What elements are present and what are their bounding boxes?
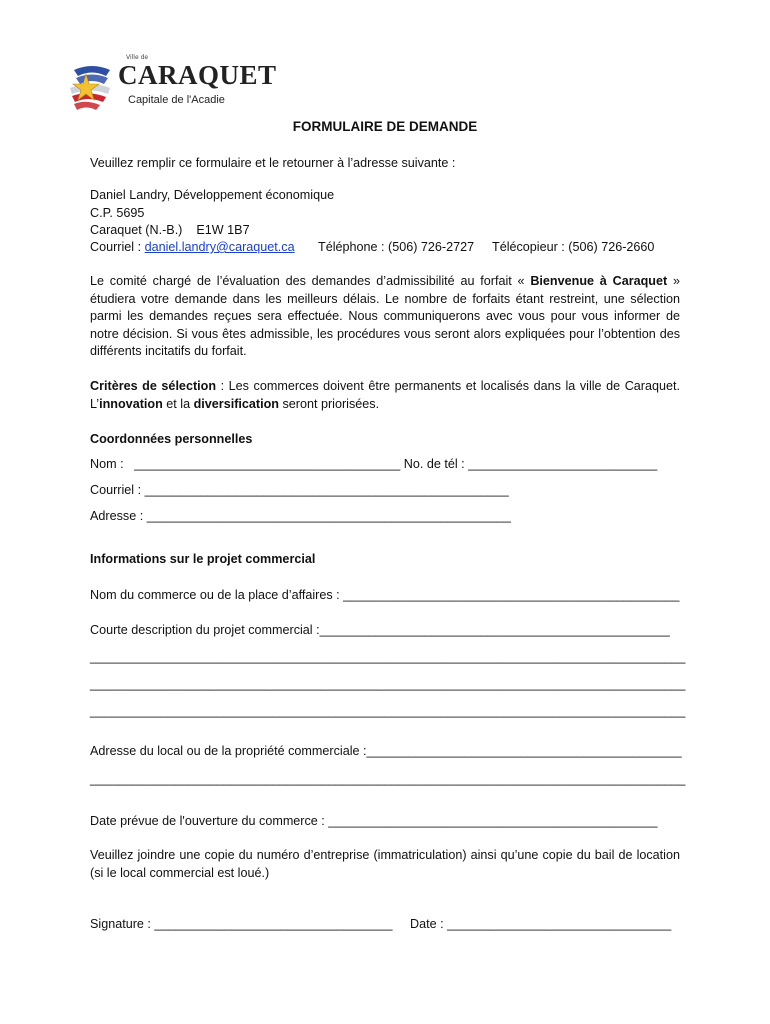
project-heading: Informations sur le projet commercial: [90, 552, 316, 566]
business-name-field[interactable]: Nom du commerce ou de la place d’affaires : ________________________________________________: [90, 588, 680, 602]
description-line-4[interactable]: _____________________________________________________________________________________: [90, 704, 686, 718]
opening-date-field[interactable]: Date prévue de l'ouverture du commerce : _______________________________________________: [90, 814, 658, 828]
signature-field[interactable]: Signature : __________________________________: [90, 917, 393, 931]
location-field[interactable]: Adresse du local ou de la propriété commerciale :_____________________________________________: [90, 744, 682, 758]
address-line-2: C.P. 5695: [90, 206, 145, 220]
attachment-note: Veuillez joindre une copie du numéro d’entreprise (immatriculation) ainsi qu’une copie du bail de location (si le local commercial est loué.): [90, 848, 680, 880]
paragraph-text-end: » étudiera votre demande dans les meilleurs délais. Le nombre de forfaits étant restreint, une sélection parmi les demandes reçues sera effectuée. Nous communiquerons avec vous pour vous informer de notre décision. Si vous êtes admissible, les procédures vous seront alors expliquées pour l’obtention des différents incitatifs du forfait.: [90, 274, 680, 358]
phone-text: Téléphone : (506) 726-2727: [318, 240, 475, 254]
description-line-3[interactable]: _____________________________________________________________________________________: [90, 677, 686, 691]
contact-email-line: [90, 239, 295, 256]
paragraph-text-start: Le comité chargé de l’évaluation des demandes d’admissibilité au forfait «: [90, 274, 531, 288]
email-label: Courriel :: [90, 240, 145, 254]
criteria-text-1: : Les commerces doivent être permanents et localisés dans la ville de Caraquet. L’: [90, 379, 681, 411]
paragraph-bold-text: Bienvenue à Caraquet: [530, 274, 668, 288]
star-emblem-icon: [66, 64, 118, 112]
fax-text: Télécopieur : (506) 726-2660: [492, 240, 655, 254]
logo-small-text: Ville de: [126, 54, 149, 61]
intro-text: Veuillez remplir ce formulaire et le retourner à l’adresse suivante :: [90, 156, 456, 170]
criteria-label: Critères de sélection: [90, 379, 217, 393]
address-line-1: Daniel Landry, Développement économique: [90, 188, 335, 202]
email-field[interactable]: Courriel : ____________________________________________________: [90, 483, 509, 497]
criteria-text-3: seront priorisées.: [278, 396, 380, 411]
address-field[interactable]: Adresse : ____________________________________________________: [90, 509, 511, 523]
description-line-2[interactable]: _____________________________________________________________________________________: [90, 650, 686, 664]
logo-tagline: Capitale de l'Acadie: [128, 94, 225, 106]
location-line-2[interactable]: _____________________________________________________________________________________: [90, 772, 686, 786]
date-field[interactable]: Date : ________________________________: [410, 917, 672, 931]
criteria-text-2: et la: [162, 396, 194, 411]
criteria-bold-diversification: diversification: [193, 396, 279, 411]
selection-criteria: [90, 378, 680, 413]
address-line-3: Caraquet (N.-B.) E1W 1B7: [90, 223, 250, 237]
intro-paragraph: [90, 273, 680, 361]
caraquet-logo: [66, 52, 277, 114]
criteria-bold-innovation: innovation: [99, 396, 163, 411]
page-title: FORMULAIRE DE DEMANDE: [292, 119, 478, 134]
description-field[interactable]: Courte description du projet commercial :__________________________________________________: [90, 623, 670, 637]
personal-heading: Coordonnées personnelles: [90, 432, 253, 446]
name-phone-field[interactable]: Nom : ______________________________________ No. de tél : ___________________________: [90, 457, 658, 471]
logo-name: CARAQUET: [118, 60, 277, 90]
email-link[interactable]: daniel.landry@caraquet.ca: [144, 240, 295, 254]
